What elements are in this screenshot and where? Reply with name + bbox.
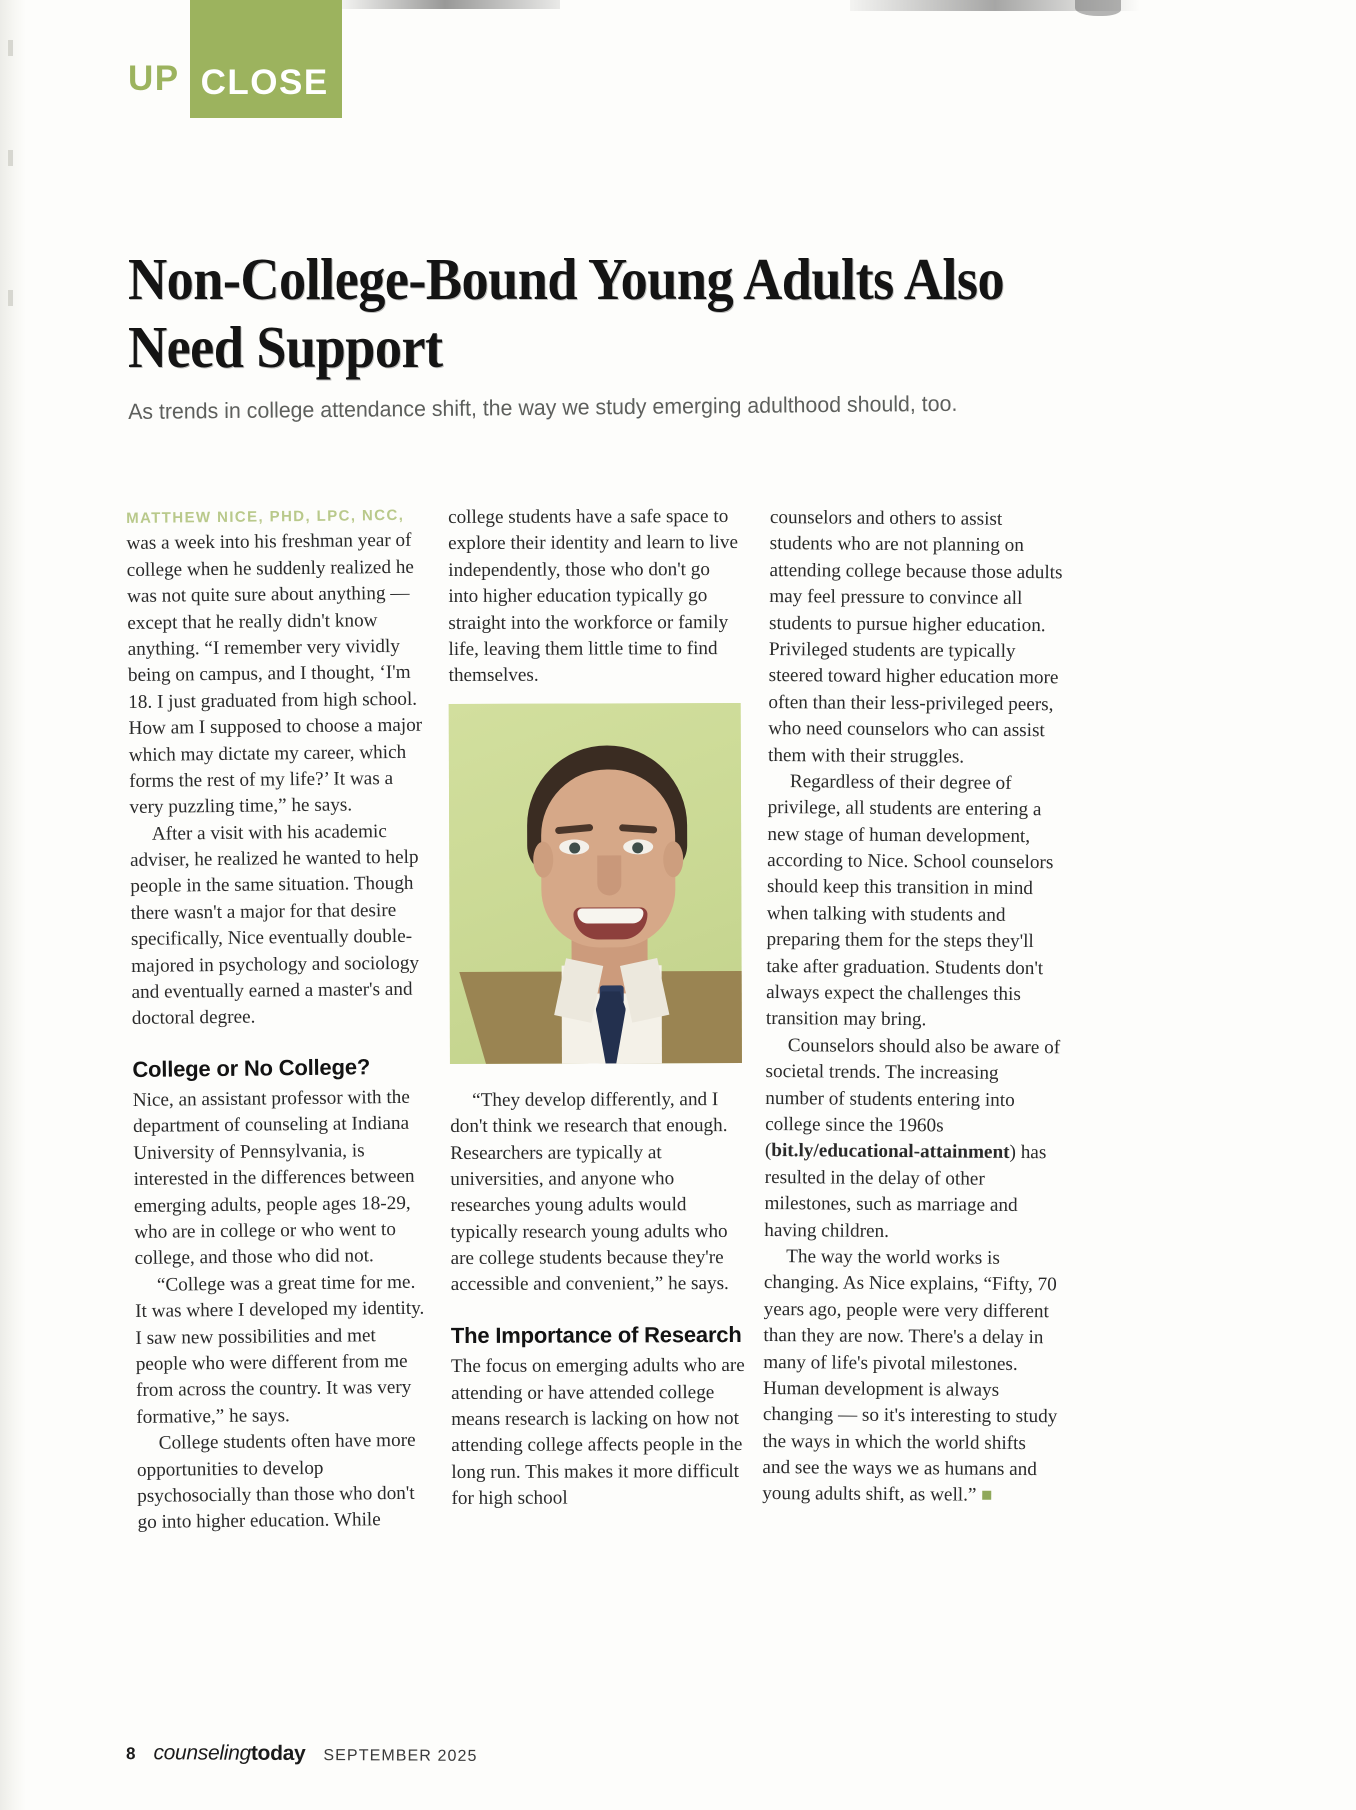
paragraph-with-link bbox=[764, 1033, 1061, 1246]
author-byline: MATTHEW NICE, PHD, LPC, NCC, bbox=[126, 506, 405, 527]
paragraph: counselors and others to assist students who are not planning on attending college because those adults may feel pressure to convince all students to pursue higher education. Privileged students are typically steered toward higher education more often than their less-privileged peers, who need counselors who can assist them with their struggles. bbox=[767, 506, 1063, 768]
section-heading-college-or-no-college: College or No College? bbox=[132, 1054, 371, 1082]
kicker-word-up: UP bbox=[128, 59, 180, 98]
page-title: Non-College-Bound Young Adults Also Need Support bbox=[128, 245, 1005, 380]
publication-brand bbox=[153, 1741, 305, 1766]
paragraph: college students have a safe space to explore their identity and learn to live independently, those who don't go into higher education typically go straight into the workforce or family life, leaving them little time to find themselves. bbox=[448, 506, 739, 687]
paragraph: The focus on emerging adults who are attending or have attended college means research is lacking on how not attending college affects people in the long run. This makes it more difficult for high school bbox=[450, 1355, 745, 1510]
scan-blob-artifact bbox=[1075, 0, 1121, 16]
kicker-word-close: CLOSE bbox=[200, 63, 329, 102]
photo-pupil-left bbox=[569, 842, 580, 853]
photo-ear-right bbox=[663, 841, 683, 877]
paragraph: “College was a great time for me. It was where I developed my identity. I saw new possibilities and met people who were different from me from across the country. It was very formative,” he says. bbox=[135, 1271, 425, 1428]
photo-ear-left bbox=[533, 841, 553, 877]
portrait-photo bbox=[449, 703, 742, 1064]
paragraph: Regardless of their degree of privilege, all students are entering a new stage of human development, according to Nice. School counselors should keep this transition in mind when talking with students and preparing them for the steps they'll take after graduation. Students don't always expect the challenges this transition may bring. bbox=[765, 771, 1054, 1031]
paragraph-final bbox=[762, 1244, 1059, 1510]
external-link[interactable]: bit.ly/educational-attainment bbox=[771, 1140, 1010, 1164]
paragraph: After a visit with his academic adviser, he realized he wanted to help people in the same situation. Though there wasn't a major for that desire specifically, Nice eventually double-majored in psychology and sociology and eventually earned a master's and doctoral degree. bbox=[129, 820, 420, 1030]
section-kicker bbox=[128, 0, 342, 118]
page-number: 8 bbox=[125, 1744, 136, 1764]
photo-pupil-right bbox=[632, 842, 643, 853]
column-three bbox=[762, 505, 1065, 1539]
section-heading-importance-of-research: The Importance of Research bbox=[450, 1321, 742, 1348]
article-columns bbox=[126, 505, 1066, 1537]
lead-paragraph bbox=[126, 502, 425, 822]
article-subhead: As trends in college attendance shift, the way we study emerging adulthood should, too. bbox=[128, 390, 958, 424]
scan-tick-mark bbox=[8, 150, 13, 166]
brand-name-bold: today bbox=[250, 1741, 306, 1766]
photo-teeth bbox=[577, 908, 643, 923]
kicker-green-box bbox=[190, 0, 342, 118]
scan-smudge-artifact bbox=[330, 0, 560, 9]
column-two bbox=[448, 504, 747, 1537]
scan-tick-mark bbox=[8, 290, 13, 306]
end-mark-icon bbox=[982, 1491, 991, 1500]
paragraph-text: The way the world works is changing. As Nice explains, “Fifty, 70 years ago, people were very different than they are now. There's a delay in many of life's pivotal milestones. Human development is always changing — so it's interesting to study the ways in which the world shifts and see the ways we as humans and young adults shift, as well.” bbox=[762, 1246, 1058, 1507]
column-one bbox=[126, 502, 433, 1537]
scan-edge-artifact bbox=[0, 0, 26, 1810]
lead-text: was a week into his freshman year of college when he suddenly realized he was not quite sure about anything — except that he really didn't know anything. “I remember very vividly being on campus, and I thought, ‘I'm 18. I just graduated from high school. How am I supposed to choose a major which may dictate my career, which forms the rest of my life?’ It was a very puzzling time,” he says. bbox=[126, 530, 423, 819]
page-footer bbox=[126, 1741, 478, 1767]
paragraph: Nice, an assistant professor with the department of counseling at Indiana University of Pennsylvania, is interested in the differences between emerging adults, people ages 18-29, who are in college or who went to college, and those who did not. bbox=[132, 1086, 415, 1270]
paragraph-text-after-link: ) has resulted in the delay of other milestones, such as marriage and having children. bbox=[764, 1142, 1047, 1242]
scan-tick-mark bbox=[8, 40, 13, 56]
paragraph-text-before-link: Counselors should also be aware of societal trends. The increasing number of students entering into college since the 1960s ( bbox=[764, 1034, 1061, 1162]
photo-nose bbox=[597, 855, 621, 895]
issue-date: SEPTEMBER 2025 bbox=[323, 1747, 478, 1765]
paragraph: College students often have more opportunities to develop psychosocially than those who don't go into higher education. While bbox=[136, 1429, 416, 1534]
pull-quote-paragraph: “They develop differently, and I don't think we research that enough. Researchers are typically at universities, and anyone who researches young adults would typically research young adults who are college students because they're accessible and convenient,” he says. bbox=[450, 1088, 729, 1296]
brand-name-italic: counseling bbox=[153, 1741, 251, 1765]
